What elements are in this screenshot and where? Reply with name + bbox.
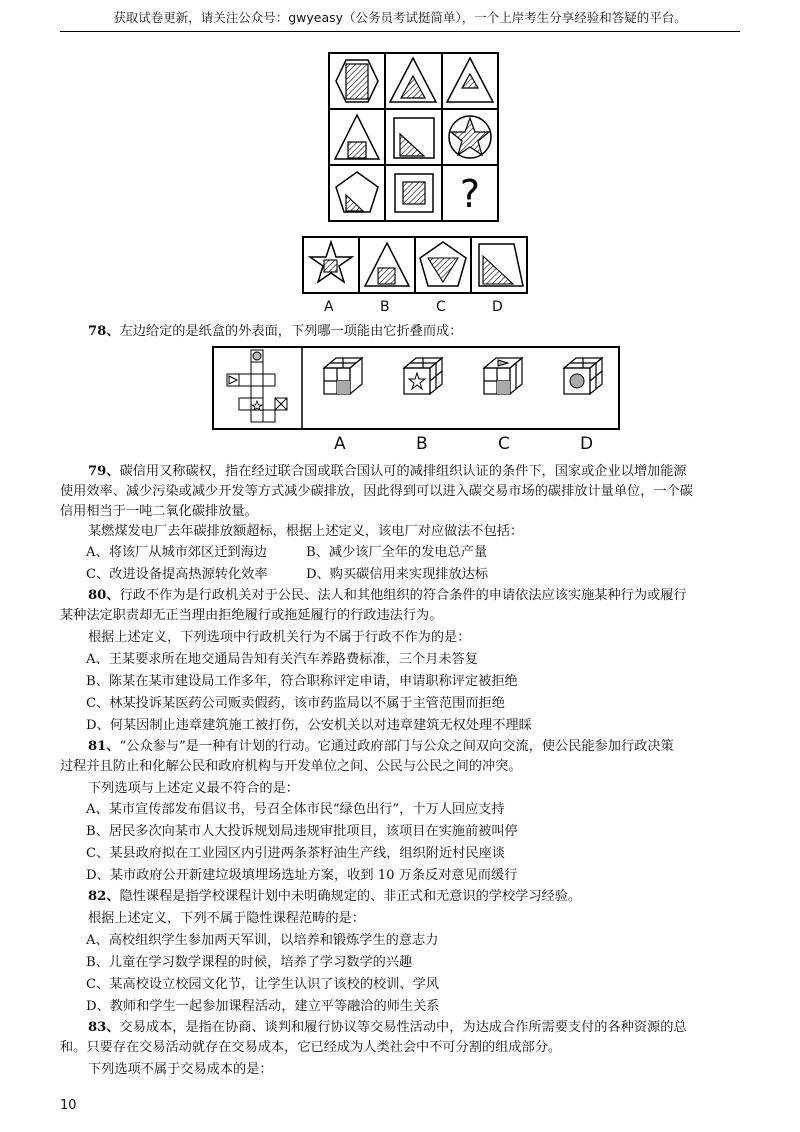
- q79-option-a: A、将该厂从城市郊区迁到海边: [86, 545, 267, 560]
- q79-stem: 某燃煤发电厂去年碳排放额超标，根据上述定义，该电厂对应做法不包括：: [88, 524, 524, 539]
- q80-option-a: A、王某要求所在地交通局告知有关汽车养路费标准，三个月未答复: [86, 652, 478, 667]
- q78-option-b-label: B: [416, 434, 428, 454]
- q80-number: 80、: [88, 588, 120, 603]
- q80-option-c: C、林某投诉某医药公司贩卖假药，该市药监局以不属于主管范围而拒绝: [86, 696, 505, 711]
- q83-text-line-1: 83、交易成本，是指在协商、谈判和履行协议等交易性活动中，为达成合作所需要支付的各种资源的总: [88, 1020, 687, 1035]
- q81-option-b: B、居民多次向某市人大投诉规划局违规审批项目，该项目在实施前被叫停: [86, 824, 518, 839]
- q83-stem: 下列选项不属于交易成本的是：: [88, 1062, 273, 1077]
- q81-text-line-1: 81、“公众参与”是一种有计划的行动。它通过政府部门与公众之间双向交流，使公民能参加行政决策: [88, 739, 674, 754]
- q79-option-c: C、改进设备提高热源转化效率: [86, 567, 268, 582]
- q79-text-line-1: 79、碳信用又称碳权，指在经过联合国或联合国认可的减排组织认证的条件下，国家或企业以增加能源: [88, 464, 687, 479]
- q82-stem: 根据上述定义，下列不属于隐性课程范畴的是：: [88, 911, 365, 926]
- q81-option-c: C、某县政府拟在工业园区内引进两条茶籽油生产线，组织附近村民座谈: [86, 846, 505, 861]
- q81-option-d: D、某市政府公开新建垃圾填埋场选址方案，收到 10 万条反对意见而缓行: [86, 868, 518, 883]
- q77-options-figure: [302, 236, 528, 294]
- q79-number: 79、: [88, 464, 120, 479]
- q80-option-d: D、何某因制止违章建筑施工被打伤，公安机关以对违章建筑无权处理不理睬: [86, 718, 532, 733]
- q77-option-d-label: D: [492, 299, 503, 315]
- q82-option-b: B、儿童在学习数学课程的时候，培养了学习数学的兴趣: [86, 955, 413, 970]
- q79-option-d: D、购买碳信用来实现排放达标: [306, 567, 489, 582]
- q82-option-d: D、教师和学生一起参加课程活动，建立平等融洽的师生关系: [86, 999, 440, 1014]
- header-divider: [60, 31, 740, 32]
- q78-option-c-label: C: [498, 434, 510, 454]
- q82-number: 82、: [88, 889, 120, 904]
- q81-number: 81、: [88, 739, 120, 754]
- q77-option-c-label: C: [436, 299, 446, 315]
- q79-option-b: B、减少该厂全年的发电总产量: [306, 545, 488, 560]
- q82-option-a: A、高校组织学生参加两天军训，以培养和锻炼学生的意志力: [86, 933, 439, 948]
- q78-text: 左边给定的是纸盒的外表面，下列哪一项能由它折叠而成：: [119, 324, 463, 339]
- q78-option-a-label: A: [334, 434, 346, 454]
- q78-number: 78、: [88, 324, 120, 339]
- q80-option-b: B、陈某在某市建设局工作多年，符合职称评定申请，申请职称评定被拒绝: [86, 674, 518, 689]
- q79-text-line-2: 使用效率、减少污染或减少开发等方式减少碳排放，因此得到可以进入碳交易市场的碳排放计量单位，一个碳: [60, 484, 693, 499]
- q78-box-figure: [212, 346, 620, 430]
- q81-stem: 下列选项与上述定义最不符合的是：: [88, 781, 299, 796]
- q79-options-row-2: [60, 565, 766, 584]
- q83-number: 83、: [88, 1020, 120, 1035]
- q78-option-d-label: D: [580, 434, 594, 454]
- q80-text-line-2: 某种法定职责却无正当理由拒绝履行或拖延履行的行政违法行为。: [60, 608, 443, 623]
- q77-question-mark: ?: [459, 172, 481, 216]
- q82-text-line-1: 82、隐性课程是指学校课程计划中未明确规定的、非正式和无意识的学校学习经验。: [88, 889, 582, 904]
- q77-option-a-label: A: [324, 299, 334, 315]
- q79-text-line-3: 信用相当于一吨二氧化碳排放量。: [60, 504, 258, 519]
- q80-stem: 根据上述定义，下列选项中行政机关行为不属于行政不作为的是：: [88, 630, 471, 645]
- q78-question: [60, 322, 768, 341]
- q81-text-line-2: 过程并且防止和化解公民和政府机构与开发单位之间、公民与公民之间的冲突。: [60, 759, 522, 774]
- q81-option-a: A、某市宣传部发布倡议书，号召全体市民“绿色出行”，十万人回应支持: [86, 802, 505, 817]
- q80-text-line-1: 80、行政不作为是行政机关对于公民、法人和其他组织的符合条件的申请依法应该实施某种行为或履行: [88, 588, 687, 603]
- page-number: 10: [60, 1098, 77, 1113]
- q77-option-b-label: B: [380, 299, 390, 315]
- q79-options-row-1: [60, 543, 766, 562]
- q77-grid-figure: [328, 52, 499, 222]
- q82-option-c: C、某高校设立校园文化节，让学生认识了该校的校训、学风: [86, 977, 439, 992]
- q83-text-line-2: 和。只要存在交易活动就存在交易成本，它已经成为人类社会中不可分割的组成部分。: [60, 1040, 562, 1055]
- page-header: 获取试卷更新，请关注公众号：gwyeasy（公务员考试挺简单），一个上岸考生分享经验和答疑的平台。: [113, 10, 687, 25]
